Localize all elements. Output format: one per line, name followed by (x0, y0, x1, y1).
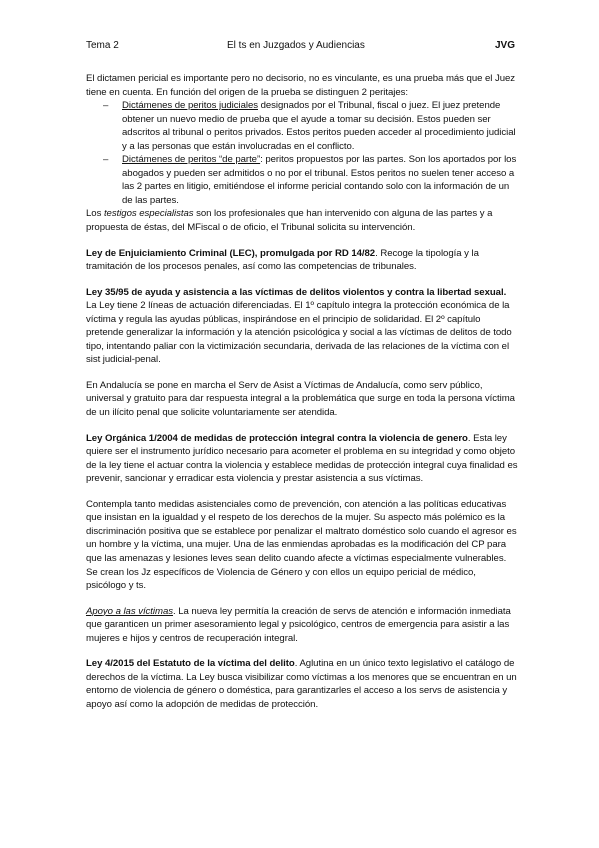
document-body (86, 72, 518, 711)
peritos-judiciales-term: Dictámenes de peritos judiciales (122, 100, 258, 112)
ley4-2015-paragraph (86, 657, 518, 711)
ley4-2015-heading: Ley 4/2015 del Estatuto de la víctima del delito (86, 658, 295, 670)
peritos-judiciales-text: designados por el Tribunal, fiscal o juez. El juez pretende obtener un nuevo medio de prueba que el ayude a tomar su decisión. Estos pueden ser adscritos al tribunal o peritos privados. Estos peritos pueden acceder al procedimiento judicial y a las personas que están involucradas en el conflicto. (122, 100, 516, 152)
lec-text: . Recoge la tipología y la tramitación de los procesos penales, así como las competencias de tribunales. (86, 247, 479, 273)
list-item (86, 99, 518, 153)
peritos-parte-term: Dictámenes de peritos “de parte” (122, 154, 261, 166)
apoyo-heading: Apoyo a las víctimas (86, 605, 173, 617)
andalucia-paragraph: En Andalucía se pone en marcha el Serv de Asist a Víctimas de Andalucía, como serv público, universal y gratuito para dar respuesta integral a la problemática que surge en toda la persona víctima de un ilícito penal que solicite voluntariamente ser atendida. (86, 379, 515, 419)
testigos-term: testigos especialistas (103, 208, 194, 220)
lec-paragraph (86, 247, 518, 274)
testigos-text: son los profesionales que han intervenido con alguna de las partes y a propuesta de éstas, del MFiscal o de oficio, el Tribunal solicita su intervención. (86, 208, 493, 234)
peritos-parte-text: : peritos propuestos por las partes. Son los aportados por los abogados y pueden ser admitidos o no por el tribunal. Estos peritos no suelen tener acceso a las 2 partes en litigio, emitiéndose el informe pericial contando solo con la información de un de las partes. (122, 154, 517, 206)
dictamen-intro: El dictamen pericial es importante pero no decisorio, no es vinculante, es una prueba más que el Juez tiene en cuenta. En función del origen de la prueba se distinguen 2 peritajes: (86, 73, 516, 98)
apoyo-paragraph (86, 605, 518, 646)
dash-bullet: – (103, 154, 109, 166)
ley35-paragraph (86, 286, 518, 367)
testigos-paragraph (86, 207, 518, 234)
lo1-2004-paragraph (86, 432, 518, 486)
header-topic: Tema 2 (86, 40, 119, 51)
header-author: JVG (495, 40, 516, 51)
peritajes-list (86, 99, 518, 207)
contempla-paragraph: Contempla tanto medidas asistenciales como de prevención, con atención a las políticas educativas que insistan en la igualdad y el respeto de los derechos de la mujer. Su aspecto más polémico es la discriminación positiva que se establece por penalizar el maltrato doméstico solo cuando el agresor es un hombre y la víctima, una mujer. Una de las enmiendas aprobadas es la modificación del CP para que las amenazas y lesiones leves sean delito cuando afecte a víctimas especialmente vulnerables. Se crean los Jz específicos de Violencia de Género y con ellos un equipo pericial de médico, psicólogo y ts. (86, 498, 517, 592)
ley4-2015-text: . Aglutina en un único texto legislativo el catálogo de derechos de la víctima. La Ley busca visibilizar como víctimas a los menores que se encuentran en un entorno de violencia de género o doméstica, para garantizarles el acceso a los servs de asistencia y apoyo así como la adopción de medidas de protección. (86, 658, 517, 710)
ley35-text: La Ley tiene 2 líneas de actuación diferenciadas. El 1º capítulo integra la protección económica de la víctima y regula las ayudas públicas, inspirándose en el principio de solidaridad. El 2º capítulo pretende generalizar la información y la atención psicológica y social a las víctimas de delitos de todo tipo, intentando paliar con la victimización secundaria, derivada de las relaciones de la víctima con el sist judicial-penal. (86, 300, 512, 366)
lec-heading: Ley de Enjuiciamiento Criminal (LEC), promulgada por RD 14/82 (86, 247, 376, 259)
ley35-heading: Ley 35/95 de ayuda y asistencia a las víctimas de delitos violentos y contra la libertad sexual. (86, 286, 507, 298)
header-title: El ts en Juzgados y Audiencias (227, 40, 365, 51)
dash-bullet: – (103, 100, 109, 112)
testigos-pre: Los (86, 208, 104, 220)
apoyo-text: . La nueva ley permitía la creación de servs de atención e información inmediata que garanticen un primer asesoramiento legal y psicológico, centros de emergencia para asistir a las mujeres e hijos y centros de recuperación integral. (86, 605, 511, 644)
list-item (86, 153, 518, 207)
lo1-2004-text: . Esta ley quiere ser el instrumento jurídico necesario para acometer el problema en su integridad y como objeto de la ley tiene el actuar contra la violencia y establece medidas de protección integral cuya finalidad es prevenir, sancionar y erradicar esta violencia y prestar asistencia a sus víctimas. (86, 432, 518, 485)
lo1-2004-heading: Ley Orgánica 1/2004 de medidas de protección integral contra la violencia de genero (86, 432, 468, 444)
